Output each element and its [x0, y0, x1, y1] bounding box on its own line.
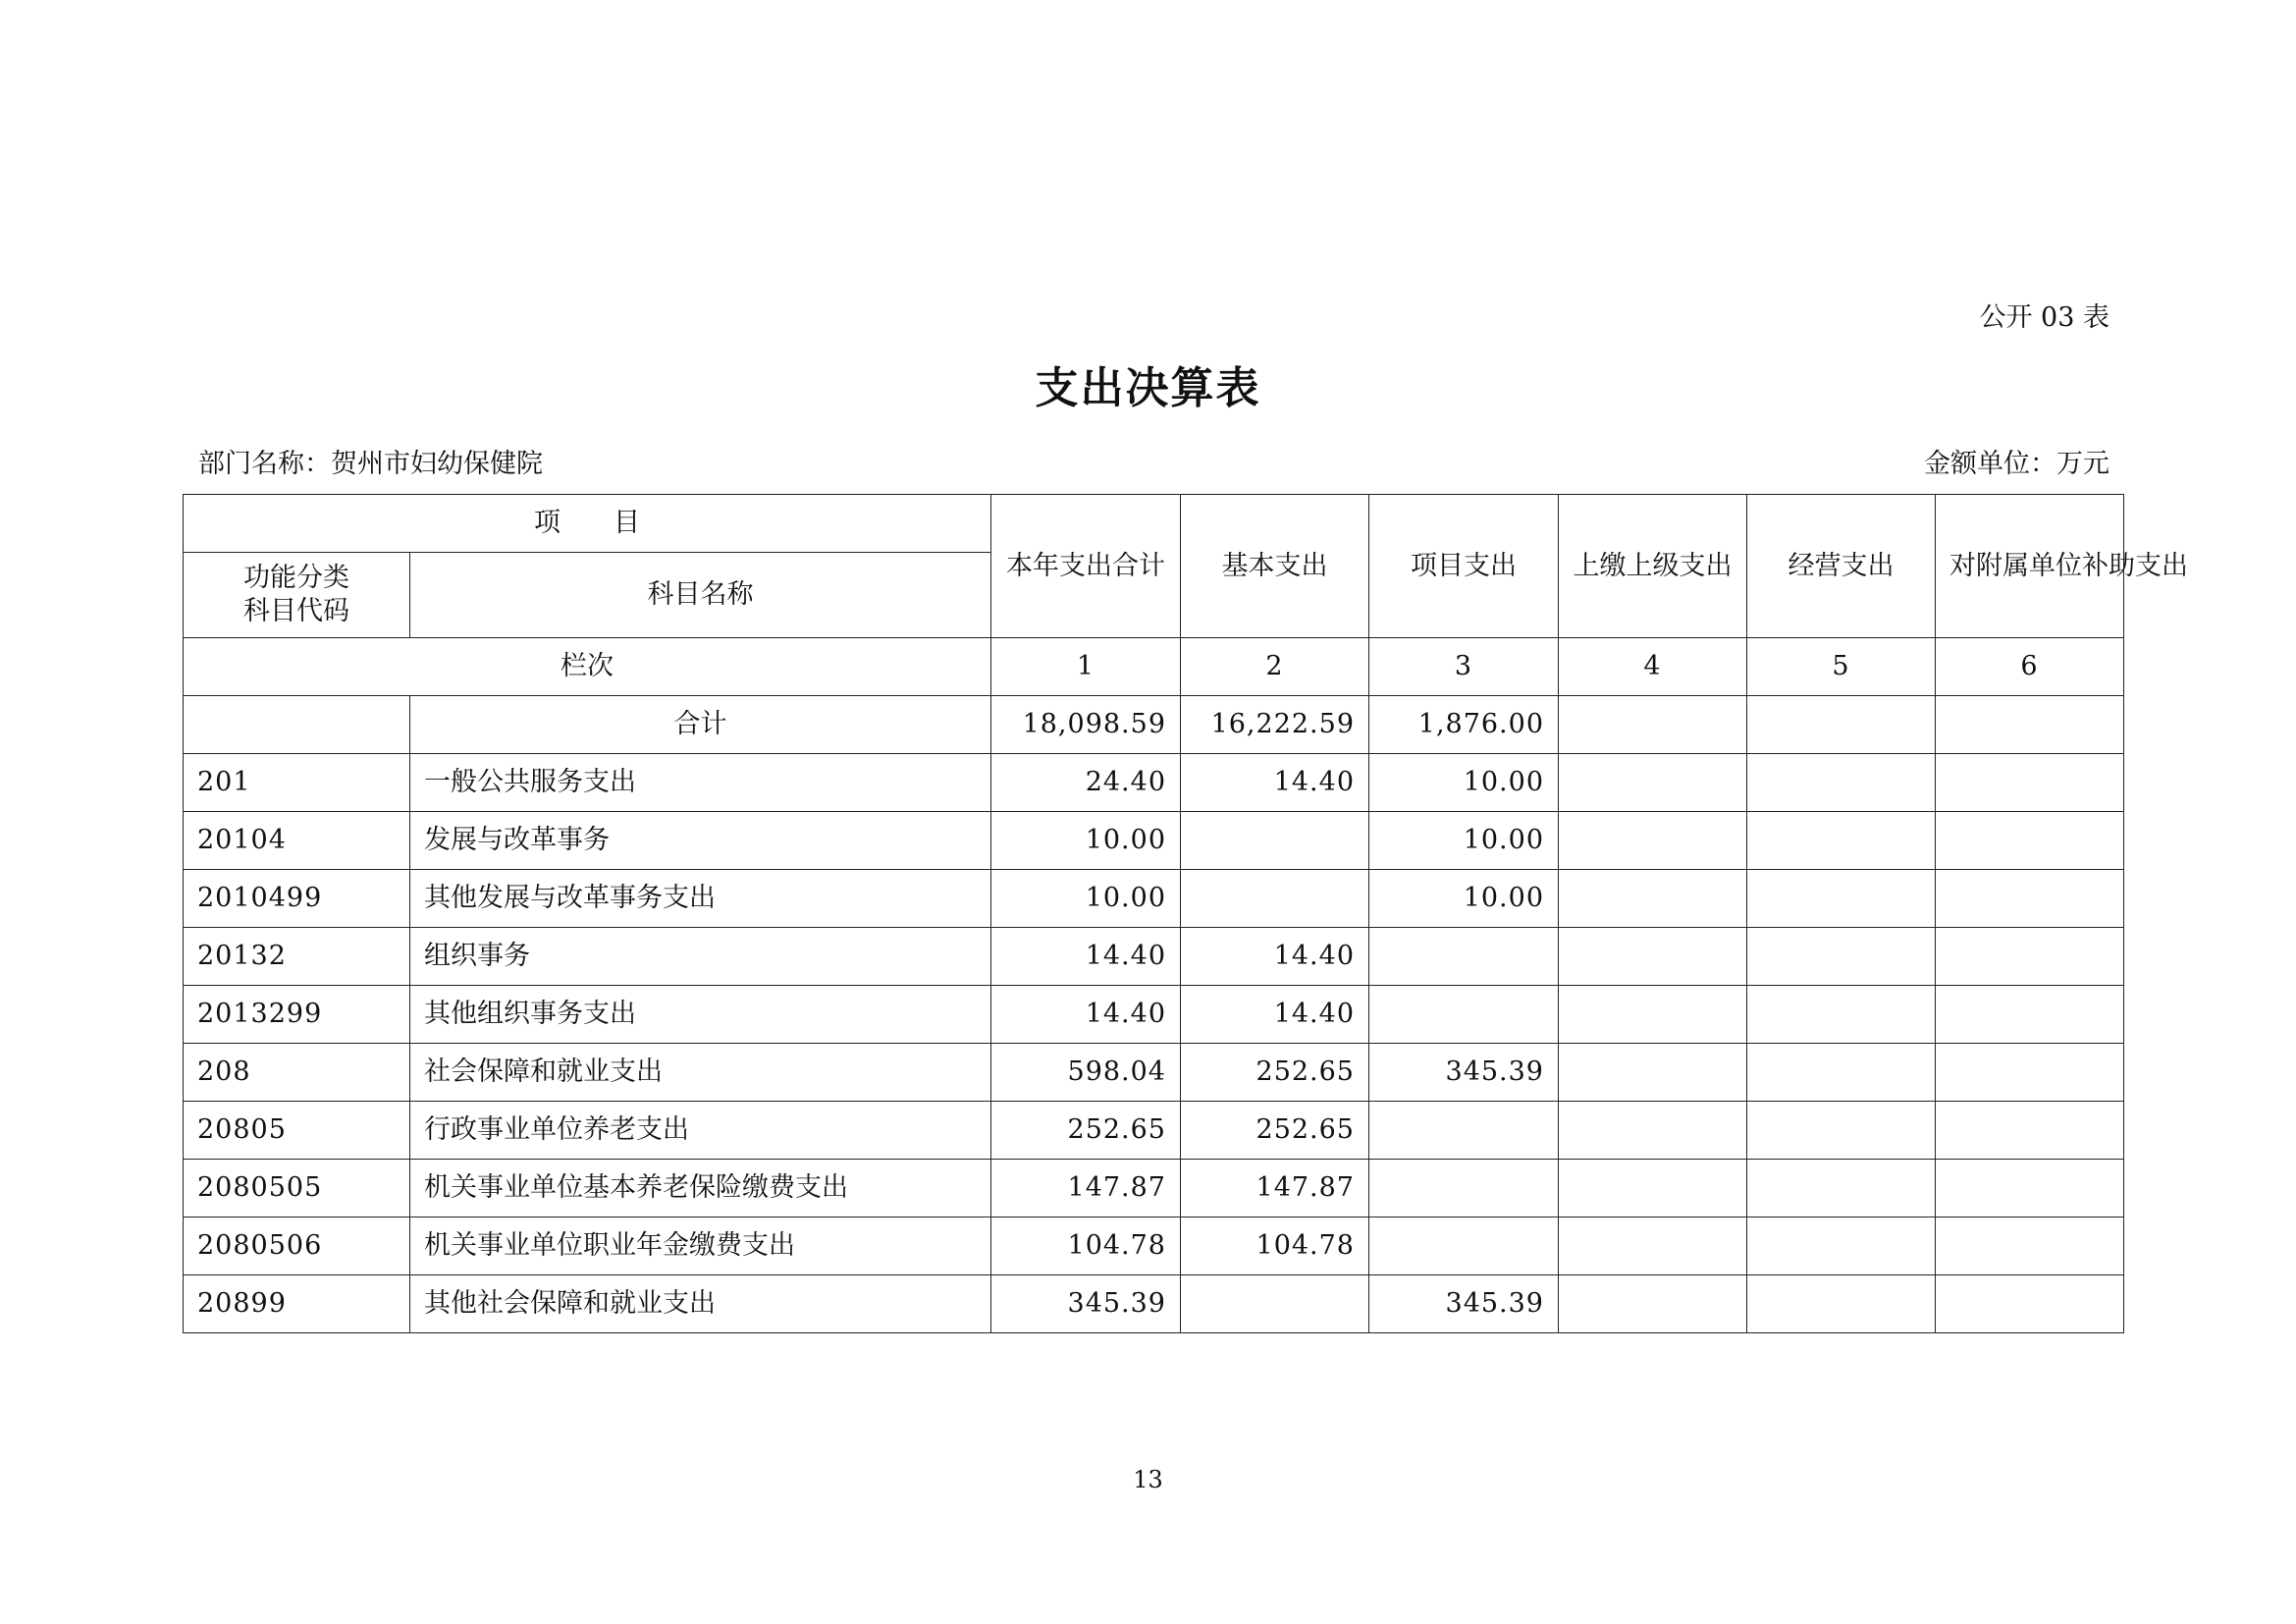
- row-value-basic: 252.65: [1181, 1044, 1369, 1102]
- row-code: 201: [184, 754, 410, 812]
- row-value-subsidy: [1936, 754, 2124, 812]
- row-value-total: 10.00: [991, 812, 1181, 870]
- table-row: [184, 986, 2124, 1044]
- header-item: 项 目: [184, 495, 991, 553]
- row-value-operating: [1747, 928, 1936, 986]
- row-code: 20805: [184, 1102, 410, 1160]
- row-name: 机关事业单位职业年金缴费支出: [410, 1218, 991, 1275]
- row-value-subsidy: [1936, 870, 2124, 928]
- row-value-remit: [1559, 986, 1747, 1044]
- form-id: 公开 03 表: [1979, 302, 2109, 333]
- row-value-subsidy: [1936, 812, 2124, 870]
- row-value-total: 104.78: [991, 1218, 1181, 1275]
- header-col-total: 本年支出合计: [991, 495, 1181, 638]
- row-value-project: [1369, 928, 1559, 986]
- row-name: 其他组织事务支出: [410, 986, 991, 1044]
- row-value-operating: [1747, 812, 1936, 870]
- row-value-remit: [1559, 1218, 1747, 1275]
- col-number: 1: [991, 638, 1181, 696]
- row-code: 2080506: [184, 1218, 410, 1275]
- table-row: [184, 754, 2124, 812]
- header-col-project: 项目支出: [1369, 495, 1559, 638]
- row-value-subsidy: [1936, 1275, 2124, 1333]
- header-code: 功能分类 科目代码: [184, 553, 410, 638]
- row-value-subsidy: [1936, 1102, 2124, 1160]
- row-name: 发展与改革事务: [410, 812, 991, 870]
- row-label: 栏次: [184, 638, 991, 696]
- col-number: 6: [1936, 638, 2124, 696]
- row-value-basic: 14.40: [1181, 754, 1369, 812]
- table-row: [184, 1044, 2124, 1102]
- expense-table: [183, 494, 2188, 1333]
- row-code: 2013299: [184, 986, 410, 1044]
- total-label: 合计: [410, 696, 991, 754]
- total-value: [1747, 696, 1936, 754]
- row-value-basic: [1181, 812, 1369, 870]
- row-value-project: [1369, 1218, 1559, 1275]
- row-value-project: [1369, 1102, 1559, 1160]
- row-value-basic: 147.87: [1181, 1160, 1369, 1218]
- total-value: 18,098.59: [991, 696, 1181, 754]
- row-value-remit: [1559, 1275, 1747, 1333]
- row-value-project: 10.00: [1369, 754, 1559, 812]
- row-value-subsidy: [1936, 1160, 2124, 1218]
- row-value-remit: [1559, 812, 1747, 870]
- row-value-remit: [1559, 928, 1747, 986]
- row-value-remit: [1559, 870, 1747, 928]
- row-value-total: 24.40: [991, 754, 1181, 812]
- total-value: 1,876.00: [1369, 696, 1559, 754]
- row-value-operating: [1747, 1218, 1936, 1275]
- row-code: 20104: [184, 812, 410, 870]
- table-row: [184, 928, 2124, 986]
- row-value-total: 14.40: [991, 928, 1181, 986]
- page-title: 支出决算表: [1035, 363, 1261, 413]
- header-col-remit: 上缴上级支出: [1559, 495, 1747, 638]
- col-number: 3: [1369, 638, 1559, 696]
- table-row: [184, 1160, 2124, 1218]
- row-value-operating: [1747, 1275, 1936, 1333]
- row-value-subsidy: [1936, 1044, 2124, 1102]
- total-row: [184, 696, 2124, 754]
- row-name: 其他社会保障和就业支出: [410, 1275, 991, 1333]
- total-value: [1936, 696, 2124, 754]
- table-row: [184, 812, 2124, 870]
- department-label: 部门名称：贺州市妇幼保健院: [198, 449, 543, 479]
- total-code: [184, 696, 410, 754]
- row-code: 20899: [184, 1275, 410, 1333]
- row-value-basic: [1181, 1275, 1369, 1333]
- row-value-operating: [1747, 754, 1936, 812]
- row-code: 208: [184, 1044, 410, 1102]
- row-value-remit: [1559, 1102, 1747, 1160]
- row-value-remit: [1559, 1044, 1747, 1102]
- row-value-operating: [1747, 1044, 1936, 1102]
- row-value-operating: [1747, 986, 1936, 1044]
- col-number: 4: [1559, 638, 1747, 696]
- row-value-project: [1369, 1160, 1559, 1218]
- amount-unit-label: 金额单位：万元: [1924, 449, 2109, 479]
- col-number: 5: [1747, 638, 1936, 696]
- row-value-subsidy: [1936, 986, 2124, 1044]
- row-value-operating: [1747, 1160, 1936, 1218]
- table-row: [184, 1102, 2124, 1160]
- header-row-1: [184, 495, 2124, 553]
- header-col-basic: 基本支出: [1181, 495, 1369, 638]
- row-value-remit: [1559, 754, 1747, 812]
- row-value-total: 14.40: [991, 986, 1181, 1044]
- total-value: 16,222.59: [1181, 696, 1369, 754]
- table-row: [184, 870, 2124, 928]
- row-value-operating: [1747, 1102, 1936, 1160]
- page-number: 13: [1133, 1466, 1163, 1493]
- row-value-operating: [1747, 870, 1936, 928]
- row-value-project: [1369, 986, 1559, 1044]
- row-name: 组织事务: [410, 928, 991, 986]
- row-value-project: 345.39: [1369, 1044, 1559, 1102]
- row-value-total: 345.39: [991, 1275, 1181, 1333]
- row-name: 其他发展与改革事务支出: [410, 870, 991, 928]
- column-number-row: [184, 638, 2124, 696]
- row-value-total: 598.04: [991, 1044, 1181, 1102]
- row-value-total: 10.00: [991, 870, 1181, 928]
- row-value-subsidy: [1936, 928, 2124, 986]
- row-value-total: 252.65: [991, 1102, 1181, 1160]
- table-row: [184, 1218, 2124, 1275]
- row-value-total: 147.87: [991, 1160, 1181, 1218]
- total-value: [1559, 696, 1747, 754]
- row-value-project: 10.00: [1369, 870, 1559, 928]
- row-value-basic: 104.78: [1181, 1218, 1369, 1275]
- header-name: 科目名称: [410, 553, 991, 638]
- row-name: 行政事业单位养老支出: [410, 1102, 991, 1160]
- row-value-subsidy: [1936, 1218, 2124, 1275]
- row-name: 一般公共服务支出: [410, 754, 991, 812]
- row-value-basic: 14.40: [1181, 986, 1369, 1044]
- row-code: 20132: [184, 928, 410, 986]
- row-value-basic: 14.40: [1181, 928, 1369, 986]
- header-col-subsidy: 对附属单位补助支出: [1936, 495, 2124, 638]
- row-code: 2010499: [184, 870, 410, 928]
- row-name: 社会保障和就业支出: [410, 1044, 991, 1102]
- table-row: [184, 1275, 2124, 1333]
- header-col-operating: 经营支出: [1747, 495, 1936, 638]
- row-value-project: 345.39: [1369, 1275, 1559, 1333]
- row-value-remit: [1559, 1160, 1747, 1218]
- row-name: 机关事业单位基本养老保险缴费支出: [410, 1160, 991, 1218]
- row-value-basic: 252.65: [1181, 1102, 1369, 1160]
- row-value-basic: [1181, 870, 1369, 928]
- row-code: 2080505: [184, 1160, 410, 1218]
- col-number: 2: [1181, 638, 1369, 696]
- row-value-project: 10.00: [1369, 812, 1559, 870]
